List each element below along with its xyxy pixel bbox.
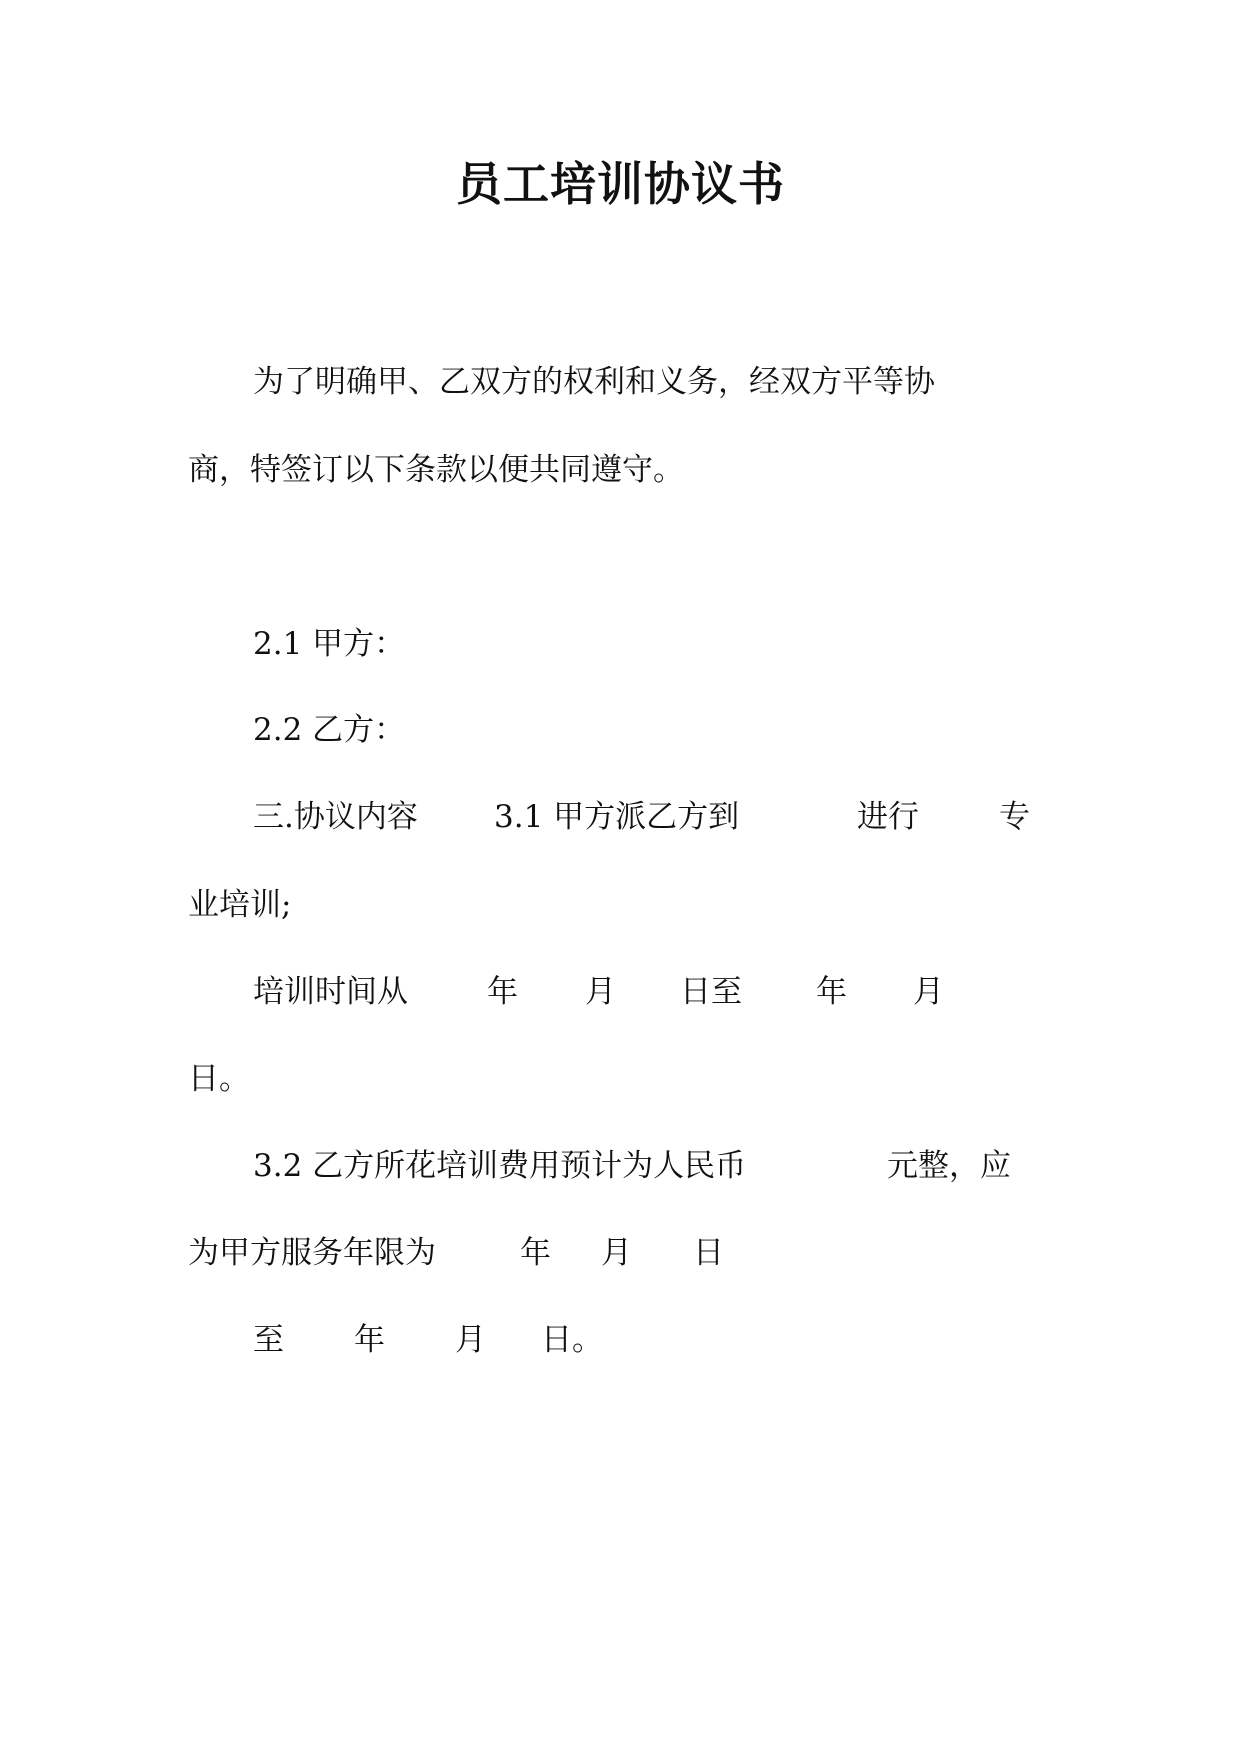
period-year-2: 年 bbox=[816, 974, 847, 1010]
document-title: 员工培训协议书 bbox=[456, 157, 785, 211]
intro-line-1: 为了明确甲、乙双方的权利和义务，经双方平等协 bbox=[253, 364, 935, 400]
item-3-2-mid: 元整，应 bbox=[887, 1148, 1011, 1184]
service-years-line bbox=[188, 1231, 1048, 1275]
to-year: 年 bbox=[354, 1322, 385, 1358]
party-b-line: 2.2 乙方： bbox=[253, 712, 406, 748]
service-label: 为甲方服务年限为 bbox=[188, 1235, 436, 1271]
period-month-2: 月 bbox=[913, 974, 944, 1010]
to-label: 至 bbox=[253, 1322, 284, 1358]
item-3-1-end: 专 bbox=[999, 799, 1030, 835]
item-3-1-continuation: 业培训; bbox=[188, 887, 292, 923]
item-3-1-label: 3.1 甲方派乙方到 bbox=[494, 799, 740, 835]
party-a-line: 2.1 甲方： bbox=[253, 626, 406, 662]
to-day: 日。 bbox=[541, 1322, 603, 1358]
clause-3-heading: 三.协议内容 bbox=[253, 799, 418, 835]
service-day: 日 bbox=[693, 1235, 724, 1271]
period-end: 日。 bbox=[188, 1061, 250, 1097]
to-date-line bbox=[253, 1318, 853, 1362]
training-period-line bbox=[253, 970, 1053, 1014]
item-3-2-label: 3.2 乙方所花培训费用预计为人民币 bbox=[253, 1148, 747, 1184]
period-start-label: 培训时间从 bbox=[253, 974, 408, 1010]
service-year: 年 bbox=[520, 1235, 551, 1271]
service-month: 月 bbox=[601, 1235, 632, 1271]
intro-line-2: 商，特签订以下条款以便共同遵守。 bbox=[188, 452, 684, 488]
item-3-2-line bbox=[253, 1144, 1053, 1188]
clause-3-line bbox=[253, 795, 1053, 839]
item-3-1-mid: 进行 bbox=[857, 799, 919, 835]
period-day-to: 日至 bbox=[680, 974, 742, 1010]
period-month-1: 月 bbox=[585, 974, 616, 1010]
period-year-1: 年 bbox=[487, 974, 518, 1010]
to-month: 月 bbox=[455, 1322, 486, 1358]
